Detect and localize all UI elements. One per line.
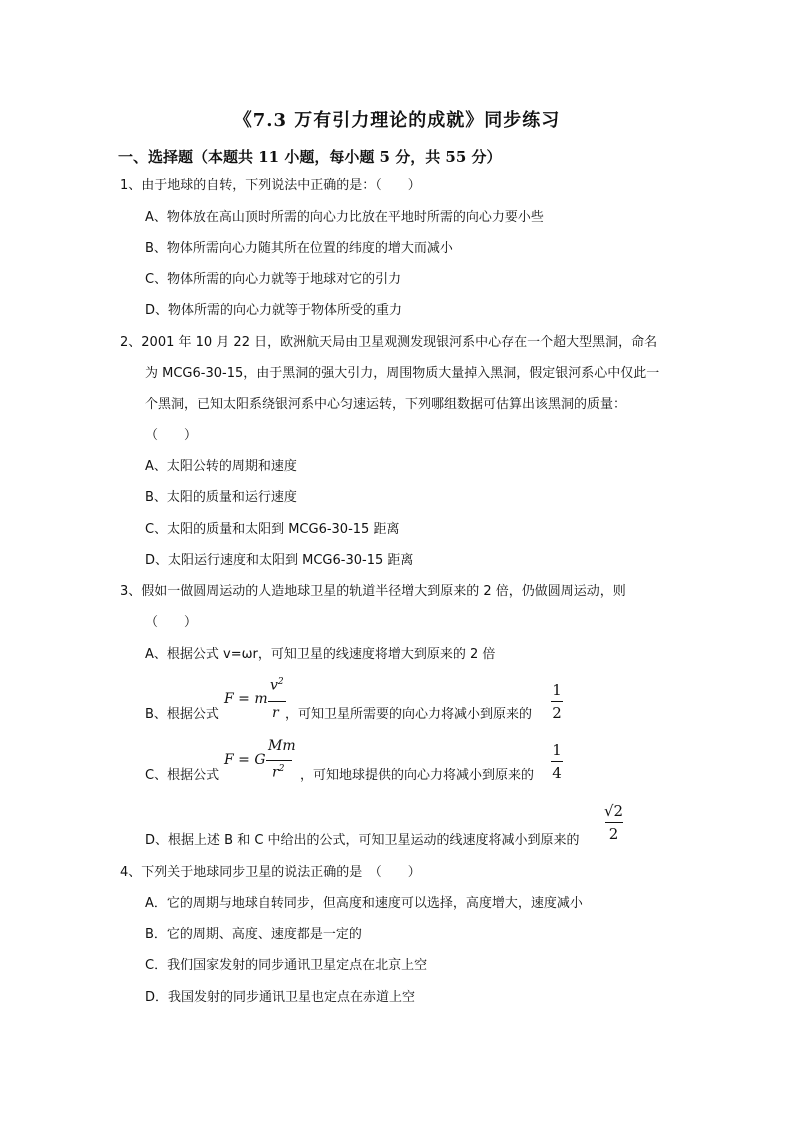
question-1-option-c: C、物体所需的向心力就等于地球对它的引力	[145, 272, 402, 287]
question-1-option-b: B、物体所需向心力随其所在位置的纬度的增大而减小	[145, 241, 453, 256]
question-4-option-a: A．它的周期与地球自转同步，但高度和速度可以选择，高度增大，速度减小	[145, 896, 583, 911]
formula-c-numerator: Mm	[268, 738, 296, 754]
formula-gravitation: F = G Mm $r^2$	[224, 738, 296, 781]
question-3-stem-line-2: （ ）	[145, 615, 198, 630]
fraction-one-half-den: 2	[552, 704, 562, 722]
formula-centripetal-force: F = m $v^2$ r	[224, 683, 294, 729]
question-2-stem-line-2: 为 MCG6-30-15，由于黑洞的强大引力，周围物质大量掉入黑洞，假定银河系心中仅此一	[145, 366, 660, 381]
question-4-stem: 4、下列关于地球同步卫星的说法正确的是 （ ）	[120, 865, 421, 880]
question-1-stem: 1、由于地球的自转，下列说法中正确的是：（ ）	[120, 178, 421, 193]
question-3-option-b: B、根据公式	[145, 707, 219, 722]
fraction-root-two-num: √2	[604, 802, 624, 820]
formula-c-fraction-bar	[266, 760, 292, 761]
question-3-option-c-tail: ，可知地球提供的向心力将减小到原来的	[300, 768, 535, 783]
formula-b-numerator: v	[270, 677, 278, 694]
question-4-option-c: C．我们国家发射的同步通讯卫星定点在北京上空	[145, 958, 428, 973]
fraction-one-quarter-num: 1	[552, 741, 562, 759]
formula-c-denominator: r	[272, 764, 279, 781]
fraction-one-quarter-den: 4	[552, 764, 562, 782]
question-3-option-d: D、根据上述 B 和 C 中给出的公式，可知卫星运动的线速度将减小到原来的	[145, 833, 580, 848]
formula-b-denominator: r	[272, 705, 279, 721]
question-3-option-c: C、根据公式	[145, 768, 220, 783]
page-title: 《7.3 万有引力理论的成就》同步练习	[233, 110, 561, 131]
question-2-stem-line-1: 2、2001 年 10 月 22 日，欧洲航天局由卫星观测发现银河系中心存在一个超大型黑洞，命名	[120, 335, 658, 350]
fraction-one-half-num: 1	[552, 681, 562, 699]
question-2-option-b: B、太阳的质量和运行速度	[145, 490, 297, 505]
question-4-option-b: B．它的周期、高度、速度都是一定的	[145, 927, 362, 942]
question-3-option-a: A、根据公式 v=ωr，可知卫星的线速度将增大到原来的 2 倍	[145, 647, 496, 662]
fraction-root-two-over-two	[604, 802, 623, 843]
formula-c-lhs: F = G	[224, 752, 266, 768]
question-2-option-a: A、太阳公转的周期和速度	[145, 459, 297, 474]
question-1-option-d: D、物体所需的向心力就等于物体所受的重力	[145, 303, 403, 318]
fraction-one-half	[551, 681, 563, 722]
formula-b-lhs: F = m	[224, 691, 268, 707]
question-2-option-d: D、太阳运行速度和太阳到 MCG6-30-15 距离	[145, 553, 414, 568]
question-1-option-a: A、物体放在高山顶时所需的向心力比放在平地时所需的向心力要小些	[145, 210, 544, 225]
question-3-stem-line-1: 3、假如一做圆周运动的人造地球卫星的轨道半径增大到原来的 2 倍，仍做圆周运动，则	[120, 584, 626, 599]
question-2-option-c: C、太阳的质量和太阳到 MCG6-30-15 距离	[145, 522, 400, 537]
question-3-option-b-tail: ，可知卫星所需要的向心力将减小到原来的	[285, 707, 533, 722]
question-2-stem-line-3: 个黑洞，已知太阳系绕银河系中心匀速运转，下列哪组数据可估算出该黑洞的质量：	[145, 397, 627, 412]
fraction-one-quarter	[551, 741, 563, 782]
formula-b-fraction-bar	[268, 701, 286, 702]
fraction-root-two-den: 2	[608, 825, 619, 843]
section-heading: 一、选择题（本题共 11 小题，每小题 5 分，共 55 分）	[118, 148, 502, 166]
question-2-stem-line-4: （ ）	[145, 428, 198, 443]
question-4-option-d: D．我国发射的同步通讯卫星也定点在赤道上空	[145, 990, 416, 1005]
